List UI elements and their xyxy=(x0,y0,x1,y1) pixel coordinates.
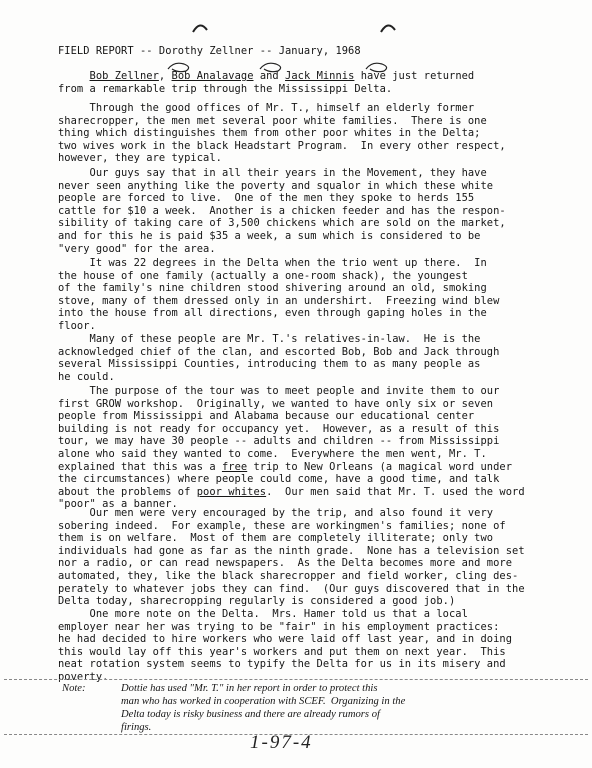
p3-line: cattle for $10 a week. Another is a chicken feeder and has the respon- xyxy=(58,204,506,217)
p3-line: people are forced to live. One of the men they spoke to herds 155 xyxy=(58,192,475,205)
text-segment: building is not ready for occupancy yet. However, as a result of this xyxy=(58,422,500,435)
p6-line xyxy=(58,448,487,461)
p8-line: he had decided to hire workers who were laid off last year, and in doing xyxy=(58,633,513,646)
p4-line: It was 22 degrees in the Delta when the trio went up there. In xyxy=(58,257,487,269)
p2-line: sharecropper, the men met several poor white families. There is one xyxy=(58,114,487,127)
note-line: Delta today is risky business and there are already rumors of xyxy=(121,709,380,720)
text-segment: tour, we may have 30 people -- adults and children -- from Mississippi xyxy=(58,435,500,448)
p2-line: Through the good offices of Mr. T., himself an elderly former xyxy=(58,102,475,114)
note-line: firings. xyxy=(121,722,152,733)
p5-line: several Mississippi Counties, introducing them to as many people as xyxy=(58,358,481,371)
p2-line: two wives work in the black Headstart Program. In every other respect, xyxy=(58,139,506,152)
p4-line: of the family's nine children stood shivering around an old, smoking xyxy=(58,282,487,295)
text-segment: The purpose of the tour was to meet people and invite them to our xyxy=(58,385,500,397)
underlined-text: poor whites xyxy=(196,485,267,498)
p6-line xyxy=(58,473,499,486)
p3-line: and for this he is paid $35 a week, a sum which is considered to be xyxy=(58,230,481,242)
p7-line: automated, they, like the black sharecropper and field worker, cling des- xyxy=(58,570,519,582)
p6-line xyxy=(58,486,525,499)
p6-line xyxy=(58,461,512,474)
page-footer-number: 1-97-4 xyxy=(250,732,313,753)
p6-line xyxy=(58,410,474,423)
text-segment: . Our men said that Mr. T. used the word xyxy=(266,485,525,498)
p5-line: acknowledged chief of the clan, and escorted Bob, Bob and Jack through xyxy=(58,345,500,358)
handwritten-caret-mark-right xyxy=(378,20,398,36)
p8-line: this would lay off this year's workers and put them on next year. This xyxy=(58,645,506,658)
p5-line: he could. xyxy=(58,370,115,383)
p7-line: individuals had gone as far as the ninth grade. None has a television set xyxy=(58,544,525,557)
text-segment xyxy=(58,70,90,82)
p3-line: "very good" for the area. xyxy=(58,242,216,255)
note-label: Note: xyxy=(62,683,86,694)
handwritten-caret-mark-left xyxy=(190,20,210,36)
text-segment: explained that this was a xyxy=(58,460,222,473)
text-segment: , xyxy=(158,70,172,82)
underlined-text: Bob Analavage xyxy=(171,70,254,82)
p2-line: thing which distinguishes them from other poor whites in the Delta; xyxy=(58,127,481,140)
text-segment: first GROW workshop. Originally, we wanted to have only six or seven xyxy=(58,397,494,410)
p5-line: Many of these people are Mr. T.'s relatives-in-law. He is the xyxy=(58,333,481,345)
p7-line: them is on welfare. Most of them are completely illiterate; only two xyxy=(58,532,494,545)
p3-line: Our guys say that in all their years in the Movement, they have xyxy=(58,167,487,179)
text-segment: have just returned xyxy=(354,70,475,82)
text-segment: people from Mississippi and Alabama because our educational center xyxy=(58,410,475,423)
p1-line xyxy=(58,83,392,96)
text-segment: trip to New Orleans (a magical word under xyxy=(247,460,513,473)
p4-line: the house of one family (actually a one-room shack), the youngest xyxy=(58,269,468,282)
text-segment: and xyxy=(253,70,286,82)
note-line: man who has worked in cooperation with SCEF. Organizing in the xyxy=(121,696,406,707)
p3-line: never seen anything like the poverty and squalor in which these white xyxy=(58,179,494,192)
text-segment: the circumstances) where people could come, have a good time, and talk xyxy=(58,473,500,486)
underlined-text: Bob Zellner xyxy=(89,70,159,82)
note-separator-top xyxy=(4,679,588,680)
handwritten-circle-mark xyxy=(364,61,394,73)
text-segment: "poor" as a banner. xyxy=(58,498,178,511)
p7-line: nor a radio, or can read newspapers. As the Delta becomes more and more xyxy=(58,557,513,570)
p4-line: into the house from all directions, even through gaping holes in the xyxy=(58,307,487,320)
p8-line: One more note on the Delta. Mrs. Hamer told us that a local xyxy=(58,608,468,620)
report-header: FIELD REPORT -- Dorothy Zellner -- January, 1968 xyxy=(58,45,361,57)
note-line: Dottie has used "Mr. T." in her report in order to protect this xyxy=(121,683,378,694)
p7-line: Delta today, sharecropping regularly is considered a good job.) xyxy=(58,595,456,608)
p7-line: sobering indeed. For example, these are workingmen's families; none of xyxy=(58,519,506,532)
text-segment: about the problems of xyxy=(58,485,197,498)
p3-line: sibility of taking care of 3,500 chickens which are sold on the market, xyxy=(58,217,506,230)
p6-line xyxy=(58,385,499,398)
p6-line xyxy=(58,398,493,411)
p4-line: floor. xyxy=(58,320,96,332)
p7-line: perately to whatever jobs they can find. (Our guys discovered that in the xyxy=(58,582,525,595)
text-segment: alone who said they wanted to come. Everywhere the men went, Mr. T. xyxy=(58,448,487,460)
p2-line: however, they are typical. xyxy=(58,152,222,165)
text-segment: from a remarkable trip through the Mississippi Delta. xyxy=(58,82,393,95)
p8-line: neat rotation system seems to typify the Delta for us in its misery and xyxy=(58,658,506,671)
p4-line: stove, many of them dressed only in an undershirt. Freezing wind blew xyxy=(58,294,500,307)
p6-line xyxy=(58,423,499,436)
handwritten-circle-mark xyxy=(258,61,288,73)
p8-line: poverty. xyxy=(58,671,109,683)
underlined-text: free xyxy=(221,460,248,473)
p6-line xyxy=(58,435,499,448)
p7-line: Our men were very encouraged by the trip, and also found it very xyxy=(58,507,494,519)
handwritten-circle-mark xyxy=(166,61,196,73)
underlined-text: Jack Minnis xyxy=(285,70,355,82)
p8-line: employer near her was trying to be "fair" in his employment practices: xyxy=(58,620,500,633)
